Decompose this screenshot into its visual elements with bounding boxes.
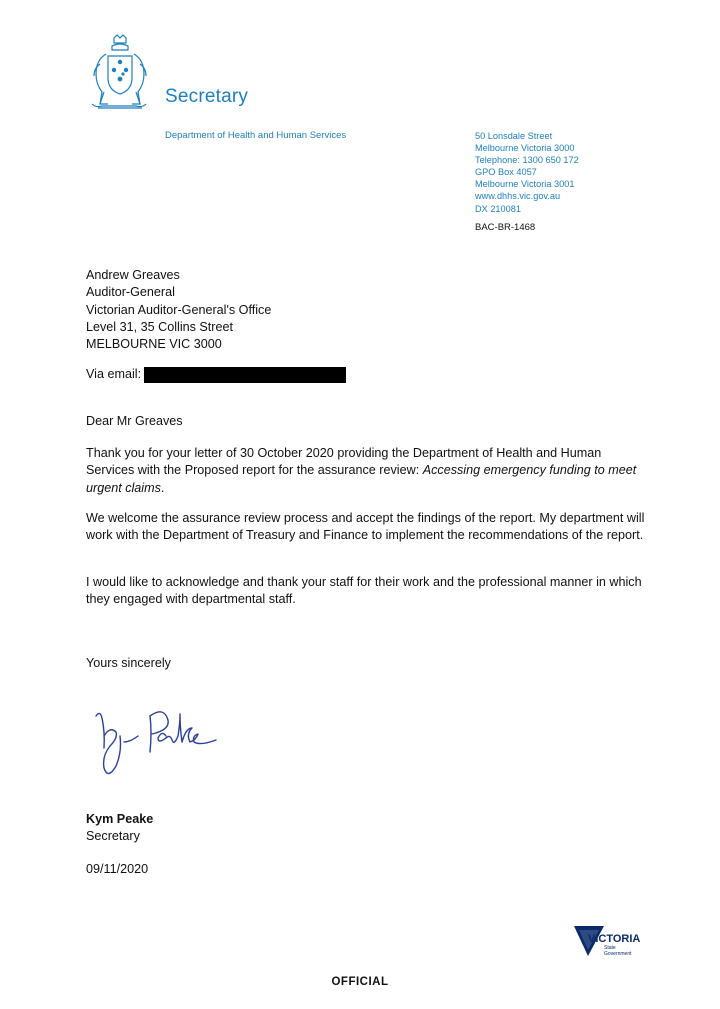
address-line: Melbourne Victoria 3001: [475, 179, 575, 190]
coat-of-arms-icon: [84, 34, 154, 112]
body-paragraph-1: [86, 445, 646, 497]
redacted-email: [144, 367, 346, 383]
recipient-line: Auditor-General: [86, 285, 175, 300]
logo-word: VICTORIA: [588, 933, 641, 945]
report-title: Accessing emergency funding to meet urgent claims: [86, 463, 637, 495]
via-email-line: [86, 366, 346, 383]
closing: Yours sincerely: [86, 656, 171, 670]
classification-label: OFFICIAL: [331, 976, 389, 988]
address-line: Telephone: 1300 650 172: [475, 155, 579, 166]
signatory-title: Secretary: [86, 829, 140, 843]
address-line: 50 Lonsdale Street: [475, 131, 553, 141]
body-paragraph-2: We welcome the assurance review process and accept the findings of the report. My department will work with the Department of Treasury and Finance to implement the recommendations of the report.: [86, 511, 645, 543]
letterhead-title: Secretary: [165, 86, 249, 107]
department-name: Department of Health and Human Services: [165, 130, 347, 141]
signatory-name: Kym Peake: [86, 812, 154, 826]
body-paragraph-3: I would like to acknowledge and thank your staff for their work and the professional manner in which they engaged with departmental staff.: [86, 575, 642, 607]
recipient-line: Andrew Greaves: [86, 268, 180, 282]
salutation: Dear Mr Greaves: [86, 414, 183, 428]
address-block: [475, 130, 579, 215]
recipient-address: [86, 267, 271, 353]
address-line: DX 210081: [475, 203, 521, 214]
letter-date: 09/11/2020: [86, 862, 149, 876]
logo-sub2: Government: [604, 951, 632, 957]
logo-sub1: State: [604, 945, 616, 951]
victoria-logo-icon: [574, 922, 644, 962]
reference-number: BAC-BR-1468: [475, 222, 536, 233]
signature-icon: [92, 702, 252, 782]
address-line: Melbourne Victoria 3000: [475, 143, 575, 154]
paragraph-end: .: [160, 480, 165, 495]
paragraph-text: Thank you for your letter of 30 October 2020 providing the Department of Health and Human Services with the Proposed report for the assurance review:: [86, 446, 602, 478]
via-email-label: Via email:: [86, 367, 142, 381]
address-line: GPO Box 4057: [475, 167, 537, 178]
recipient-line: MELBOURNE VIC 3000: [86, 337, 222, 352]
recipient-line: Victorian Auditor-General's Office: [86, 302, 272, 317]
address-line: www.dhhs.vic.gov.au: [475, 191, 561, 202]
recipient-line: Level 31, 35 Collins Street: [86, 319, 234, 334]
